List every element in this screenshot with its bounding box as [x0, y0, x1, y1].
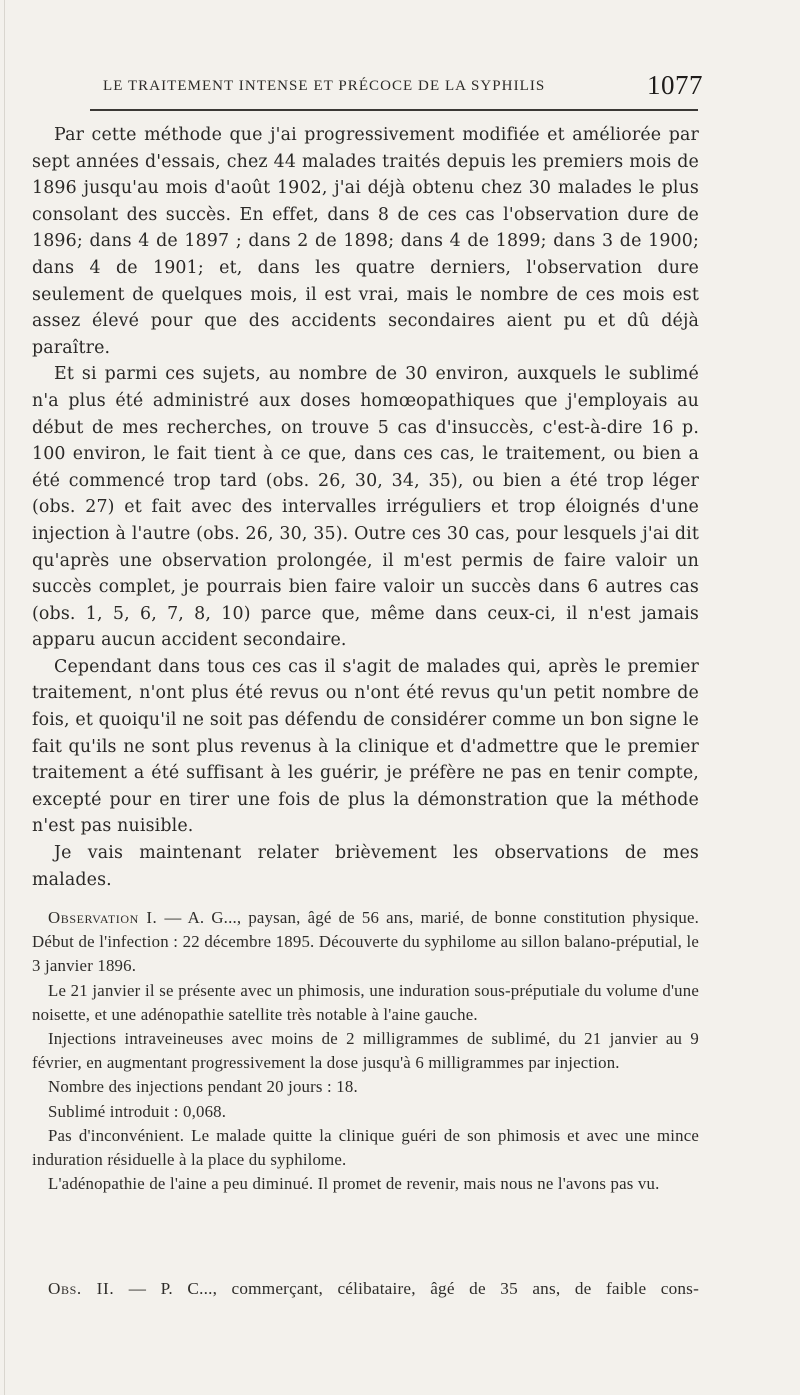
observation-intro-text: — A. G..., paysan, âgé de 56 ans, marié, de bonne constitution physique. Début de l'infection : 22 décembre 1895. Découverte du syphilome au sillon balano-préputial, le 3 janvier 1896.	[32, 908, 699, 976]
observation-label: Observation I.	[48, 908, 158, 927]
paragraph: Par cette méthode que j'ai progressivement modifiée et améliorée par sept années d'essais, chez 44 malades traités depuis les premiers mois de 1896 jusqu'au mois d'août 1902, j'ai déjà obtenu chez 30 malades le plus consolant des succès. En effet, dans 8 de ces cas l'observation dure de 1896; dans 4 de 1897 ; dans 2 de 1898; dans 4 de 1899; dans 3 de 1900; dans 4 de 1901; et, dans les quatre derniers, l'observation dure seulement de quelques mois, il est vrai, mais le nombre de ces mois est assez élevé pour que des accidents secondaires aient pu et dû déjà paraître.	[32, 125, 699, 358]
observation-intro	[32, 906, 699, 979]
paragraph: Je vais maintenant relater brièvement les observations de mes malades.	[32, 843, 699, 890]
observation-2	[32, 1276, 699, 1301]
observation-line: Le 21 janvier il se présente avec un phimosis, une induration sous-préputiale du volume d'une noisette, et une adénopathie satellite très notable à l'aine gauche.	[32, 980, 699, 1024]
page-number: 1077	[647, 70, 703, 100]
main-text	[32, 122, 699, 893]
running-title: LE TRAITEMENT INTENSE ET PRÉCOCE DE LA SYPHILIS	[103, 78, 546, 94]
page-edge-line	[4, 0, 5, 1395]
observation-line: L'adénopathie de l'aine a peu diminué. Il promet de revenir, mais nous ne l'avons pas vu.	[48, 1174, 660, 1194]
observation-line: Nombre des injections pendant 20 jours : 18.	[48, 1077, 358, 1097]
header-rule	[90, 109, 698, 111]
observation-label: Obs. II.	[48, 1279, 115, 1298]
paragraph: Et si parmi ces sujets, au nombre de 30 environ, auxquels le sublimé n'a plus été administré aux doses homœopathiques que j'employais au début de mes recherches, on trouve 5 cas d'insuccès, c'est-à-dire 16 p. 100 environ, le fait tient à ce que, dans ces cas, le traitement, ou bien a été commencé trop tard (obs. 26, 30, 34, 35), ou bien a été trop léger (obs. 27) et fait avec des intervalles irréguliers et trop éloignés d'une injection à l'autre (obs. 26, 30, 35). Outre ces 30 cas, pour lesquels j'ai dit qu'après une observation prolongée, il m'est permis de faire valoir un succès complet, je pourrais bien faire valoir un succès dans 6 autres cas (obs. 1, 5, 6, 7, 8, 10) parce que, même dans ceux-ci, il n'est jamais apparu aucun accident secondaire.	[32, 364, 699, 651]
observation-line: Pas d'inconvénient. Le malade quitte la clinique guéri de son phimosis et avec une mince induration résiduelle à la place du syphilome.	[32, 1125, 699, 1170]
observation-intro-text: — P. C..., commerçant, célibataire, âgé de 35 ans, de faible cons-	[114, 1279, 699, 1298]
observation-line: Injections intraveineuses avec moins de 2 milligrammes de sublimé, du 21 janvier au 9 février, en augmentant progressivement la dose jusqu'à 6 milligrammes par injection.	[32, 1029, 699, 1073]
page-header	[103, 70, 703, 104]
observation-1	[32, 906, 699, 1196]
observation-line: Sublimé introduit : 0,068.	[48, 1101, 227, 1121]
paragraph: Cependant dans tous ces cas il s'agit de malades qui, après le premier traitement, n'ont plus été revus ou n'ont été revus qu'un petit nombre de fois, et quoiqu'il ne soit pas défendu de considérer comme un bon signe le fait qu'ils ne sont plus revenus à la clinique et d'admettre que le premier traitement a été suffisant à les guérir, je préfère ne pas en tenir compte, excepté pour en tirer une fois de plus la démonstration que la méthode n'est pas nuisible.	[32, 656, 699, 837]
